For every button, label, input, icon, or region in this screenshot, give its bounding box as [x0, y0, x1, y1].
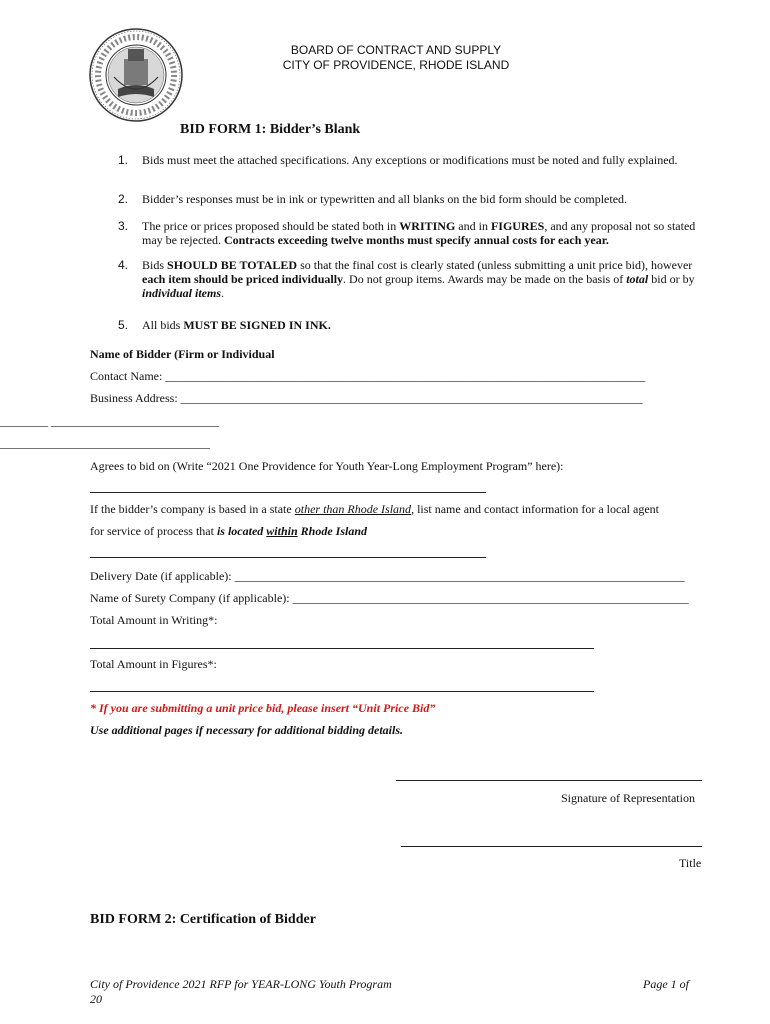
list-item [118, 192, 698, 206]
agrees-to-bid-input-line[interactable] [90, 492, 486, 493]
additional-pages-note: Use additional pages if necessary for additional bidding details. [90, 723, 404, 737]
name-of-bidder-label: Name of Bidder (Firm or Individual [90, 347, 275, 361]
list-item-text-run: bid or by [648, 272, 695, 286]
bid-form-2-title: BID FORM 2: Certification of Bidder [90, 912, 316, 927]
list-item-text-run: Bids [142, 258, 168, 272]
list-item-text-run: and in [455, 219, 491, 233]
list-item-text-run: WRITING [399, 219, 456, 233]
footer-document-title-wrap: 20 [90, 992, 102, 1006]
total-amount-figures-input-line[interactable] [90, 691, 594, 692]
list-item-text [142, 219, 698, 247]
list-item-text-run: . [221, 286, 225, 300]
local-agent-input-line[interactable] [90, 557, 486, 558]
list-item-text-run: The price or prices proposed should be stated both in [142, 219, 400, 233]
service-text-pre: for service of process that [90, 524, 217, 538]
list-item-text-run: each item should be priced individually [142, 272, 344, 286]
footer-document-title: City of Providence 2021 RFP for YEAR-LONG Youth Program [90, 977, 392, 991]
contact-name-field[interactable]: Contact Name: ________________________________________________________________________________ [90, 369, 646, 383]
surety-company-field[interactable]: Name of Surety Company (if applicable): __________________________________________________________________ [90, 591, 689, 605]
list-item [118, 258, 698, 300]
list-item-text [142, 153, 698, 167]
list-item-number: 4. [118, 258, 129, 272]
list-item-text-run: , and any proposal not so stated may be rejected. [142, 219, 696, 247]
list-item [118, 318, 698, 332]
list-item-number: 2. [118, 192, 129, 206]
list-item [118, 219, 698, 247]
business-address-continuation-line-2[interactable]: ___________________________________ [0, 436, 210, 450]
list-item-text-run: Bidder’s responses must be in ink or typewritten and all blanks on the bid form should be completed. [142, 192, 628, 206]
signature-label: Signature of Representation [561, 791, 695, 805]
unit-price-note: * If you are submitting a unit price bid, please insert “Unit Price Bid” [90, 701, 436, 715]
list-item-text-run: MUST BE SIGNED IN INK. [183, 318, 331, 332]
local-agent-emphasis: other than Rhode Island [294, 502, 412, 516]
list-item-text-run: Contracts exceeding twelve months must specify annual costs for each year. [223, 233, 609, 247]
title-label: Title [679, 856, 702, 870]
list-item [118, 153, 698, 167]
list-item-text-run: FIGURES [490, 219, 545, 233]
service-text-within: within [266, 524, 298, 538]
list-item-number: 3. [118, 219, 129, 233]
list-item-text-run: SHOULD BE TOTALED [167, 258, 298, 272]
list-item-text-run: so that the final cost is clearly stated (unless submitting a unit price bid), however [297, 258, 693, 272]
list-item-text-run: All bids [142, 318, 184, 332]
list-item-text [142, 192, 698, 206]
total-amount-writing-label: Total Amount in Writing*: [90, 613, 218, 627]
city-seal-logo [88, 27, 184, 123]
service-of-process-instruction [90, 524, 367, 539]
signature-input-line[interactable] [396, 780, 702, 781]
local-agent-text-post: , list name and contact information for a local agent [411, 502, 659, 516]
total-amount-writing-input-line[interactable] [90, 648, 594, 649]
title-input-line[interactable] [401, 846, 702, 847]
list-item-text [142, 318, 698, 332]
header-line-1: BOARD OF CONTRACT AND SUPPLY [290, 43, 502, 57]
agrees-to-bid-label: Agrees to bid on (Write “2021 One Providence for Youth Year-Long Employment Program” here): [90, 459, 564, 473]
service-text-ri: Rhode Island [297, 524, 367, 538]
bid-form-1-title: BID FORM 1: Bidder’s Blank [180, 122, 361, 137]
list-item-number: 5. [118, 318, 129, 332]
footer-page-number: Page 1 of [643, 977, 689, 991]
list-item-text-run: individual items [142, 286, 222, 300]
list-item-text-run: total [626, 272, 649, 286]
list-item-text-run: . Do not group items. Awards may be made on the basis of [343, 272, 627, 286]
list-item-text-run: Bids must meet the attached specifications. Any exceptions or modifications must be noted and fully explained. [142, 153, 678, 167]
list-item-text [142, 258, 698, 300]
business-address-continuation-line-1[interactable]: ________ ____________________________ [0, 414, 219, 428]
local-agent-text-pre: If the bidder’s company is based in a state [90, 502, 295, 516]
delivery-date-field[interactable]: Delivery Date (if applicable): ___________________________________________________________________________ [90, 569, 685, 583]
header-line-2: CITY OF PROVIDENCE, RHODE ISLAND [282, 58, 510, 72]
business-address-field[interactable]: Business Address: _____________________________________________________________________________ [90, 391, 643, 405]
total-amount-figures-label: Total Amount in Figures*: [90, 657, 217, 671]
service-text-located: is located [216, 524, 267, 538]
local-agent-instruction [90, 502, 659, 517]
list-item-number: 1. [118, 153, 129, 167]
